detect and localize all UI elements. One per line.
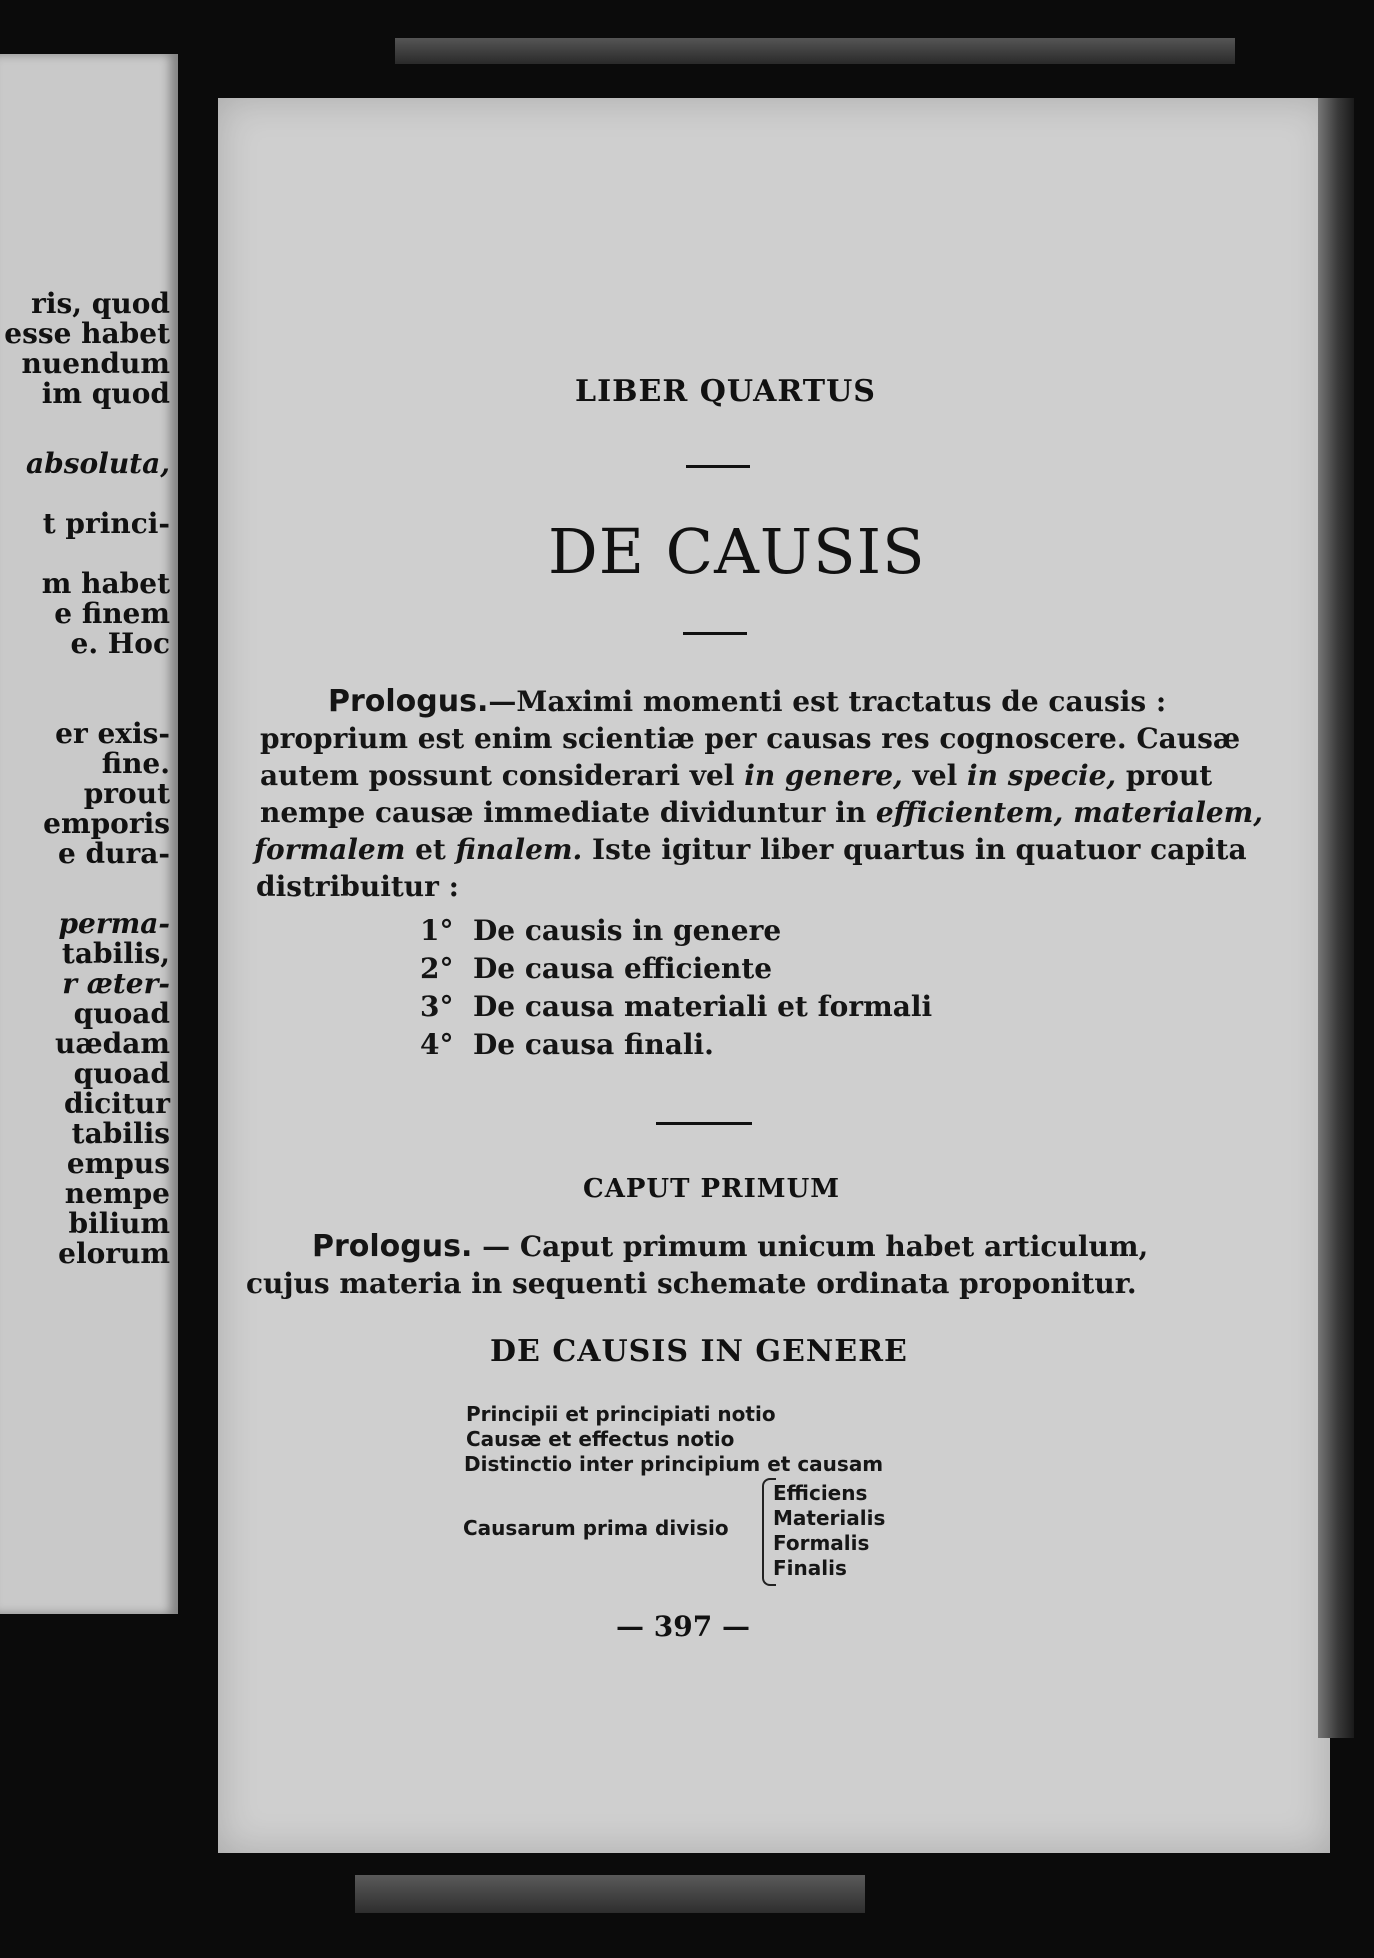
book-gutter [178, 40, 218, 1880]
prologue2-line: cujus materia in sequenti schemate ordinata proponitur. [246, 1267, 1137, 1300]
left-page-line: r æter- [62, 967, 170, 1000]
chapter-title: De causa materiali et formali [472, 990, 933, 1023]
chapter-item [420, 988, 932, 1025]
left-page-line: absoluta, [26, 447, 170, 480]
scan-tape-top [395, 38, 1235, 64]
chapter-number: 1° [420, 914, 454, 947]
prologue-line [328, 683, 1166, 720]
prologue-label: Prologus. [328, 684, 489, 719]
prologue-line [254, 831, 1247, 868]
chapter-title: De causa finali. [472, 1028, 714, 1061]
page-number: — 397 — [616, 1610, 750, 1643]
prologue-italic: efficientem, materialem, [875, 796, 1264, 829]
section-heading: DE CAUSIS IN GENERE [490, 1334, 908, 1369]
divider [686, 465, 750, 468]
prologue-text: nempe causæ immediate dividuntur in [260, 796, 876, 829]
chapter-number: 4° [420, 1028, 454, 1061]
chapter-title: De causis in genere [472, 914, 782, 947]
scheme-item: Causæ et effectus notio [466, 1427, 735, 1451]
left-page-line: fine. [101, 747, 170, 780]
book-page [218, 98, 1330, 1853]
left-page-line: empus [66, 1147, 170, 1180]
prologue-text: autem possunt considerari vel [260, 759, 745, 792]
left-page-line: nuendum [21, 347, 170, 380]
chapter-item [420, 950, 772, 987]
left-page-line: ris, quod [31, 287, 170, 320]
prologue-text: Iste igitur liber quartus in quatuor capita [582, 833, 1247, 866]
left-page-line: er exis- [55, 717, 170, 750]
prologue-text: —Maximi momenti est tractatus de causis : [488, 685, 1167, 718]
prologue2-text: — Caput primum unicum habet articulum, [472, 1230, 1149, 1263]
scheme-division-label: Causarum prima divisio [463, 1516, 729, 1540]
left-page-line: bilium [68, 1207, 170, 1240]
left-page-line: m habet [41, 567, 170, 600]
prologue-text: vel [902, 759, 968, 792]
left-page-line: prout [83, 777, 170, 810]
chapter-number: 3° [420, 990, 454, 1023]
prologue-line [260, 794, 1263, 831]
prologue2-label: Prologus. [312, 1229, 473, 1264]
left-page-line: tabilis, [61, 937, 170, 970]
left-page-line: nempe [64, 1177, 170, 1210]
left-page-line: quoad [73, 997, 170, 1030]
chapter-item [420, 1026, 714, 1063]
left-page-line: im quod [41, 377, 170, 410]
divider [656, 1122, 752, 1125]
chapter-heading: CAPUT PRIMUM [583, 1174, 841, 1204]
scheme-division-item: Efficiens [773, 1481, 868, 1505]
prologue-line [260, 757, 1212, 794]
scan-tape-bottom [355, 1875, 865, 1913]
left-page-line: dicitur [64, 1087, 170, 1120]
page-edge-shadow [1318, 98, 1354, 1738]
chapter-number: 2° [420, 952, 454, 985]
prologue-italic: in specie, [967, 759, 1117, 792]
left-page-line: e finem [54, 597, 170, 630]
page-title: DE CAUSIS [548, 515, 926, 588]
left-page-line: t princi- [42, 507, 170, 540]
left-page-line: tabilis [71, 1117, 170, 1150]
prologue-italic: finalem. [455, 833, 583, 866]
prologue-text: et [405, 833, 456, 866]
chapter-title: De causa efficiente [472, 952, 773, 985]
left-page-line: elorum [58, 1237, 170, 1270]
scheme-division-item: Materialis [773, 1506, 886, 1530]
scheme-item: Principii et principiati notio [466, 1402, 776, 1426]
scheme-division-item: Finalis [773, 1556, 847, 1580]
book-heading: LIBER QUARTUS [575, 374, 876, 409]
prologue-text: prout [1116, 759, 1213, 792]
left-page-line: esse habet [4, 317, 170, 350]
scheme-division-item: Formalis [773, 1531, 870, 1555]
scheme-item: Distinctio inter principium et causam [464, 1452, 884, 1476]
chapter-item [420, 912, 781, 949]
prologue-line: distribuitur : [256, 870, 459, 903]
left-page-line: quoad [73, 1057, 170, 1090]
left-page-line: emporis [43, 807, 170, 840]
left-page-line: e dura- [57, 837, 170, 870]
left-page-line: uædam [54, 1027, 170, 1060]
prologue-italic: formalem [254, 833, 406, 866]
left-page-fragment [0, 54, 178, 1614]
left-page-line: perma- [58, 907, 170, 940]
divider [683, 632, 747, 635]
prologue-italic: in genere, [744, 759, 903, 792]
left-page-line: e. Hoc [70, 627, 170, 660]
prologue2-line [312, 1228, 1148, 1265]
prologue-line: proprium est enim scientiæ per causas res cognoscere. Causæ [260, 722, 1241, 755]
